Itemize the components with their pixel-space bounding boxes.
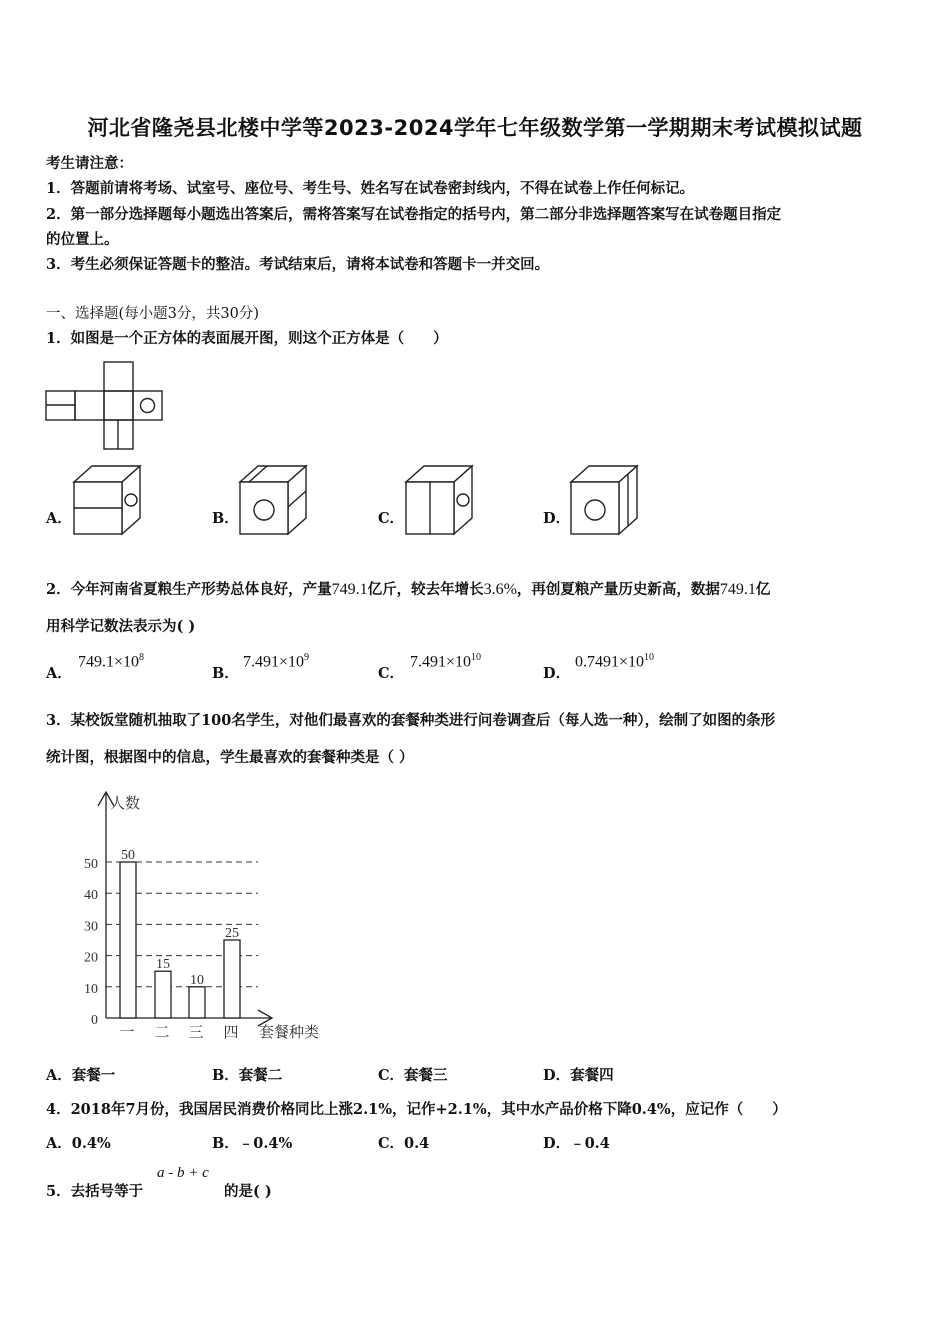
q1-option-b-label[interactable]: B． — [212, 510, 239, 527]
q3-line1: 3．某校饭堂随机抽取了100名学生，对他们最喜欢的套餐种类进行问卷调查后（每人选一种），绘制了如图的条形 — [46, 712, 776, 729]
bar-一 — [120, 862, 136, 1018]
bar-label-三: 10 — [190, 972, 204, 988]
q3-option-a[interactable]: A．套餐一 — [46, 1067, 116, 1084]
q2-line1: 2．今年河南省夏粮生产形势总体良好，产量749.1亿斤，较去年增长3.6%，再创夏粮产量历史新高，数据749.1亿 — [46, 581, 771, 598]
notice-heading: 考生请注意： — [46, 155, 133, 172]
q4-option-c[interactable]: C．0.4 — [378, 1135, 430, 1152]
y-tick-20: 20 — [84, 950, 98, 966]
q1-option-d-cube[interactable] — [569, 464, 641, 538]
q4-option-a[interactable]: A．0.4% — [46, 1135, 111, 1152]
q3-line2: 统计图，根据图中的信息，学生最喜欢的套餐种类是（ ） — [46, 749, 414, 766]
notice-item-1: 1．答题前请将考场、试室号、座位号、考生号、姓名写在试卷密封线内，不得在试卷上作任何标记。 — [46, 180, 695, 197]
q2-option-a-label[interactable]: A． — [46, 665, 72, 682]
y-axis-label: 人数 — [110, 796, 141, 812]
x-tick-二: 二 — [154, 1025, 170, 1041]
bar-chart — [76, 786, 336, 1048]
q4-stem: 4．2018年7月份，我国居民消费价格同比上涨2.1%，记作+2.1%，其中水产品价格下降0.4%，应记作（ ） — [46, 1101, 787, 1118]
q3-option-b[interactable]: B．套餐二 — [212, 1067, 283, 1084]
q5-expression: a - b + c — [157, 1165, 209, 1181]
q5-prefix: 5．去括号等于 — [46, 1183, 144, 1200]
q1-option-c-label[interactable]: C． — [378, 510, 405, 527]
notice-item-3: 3．考生必须保证答题卡的整洁。考试结束后，请将本试卷和答题卡一并交回。 — [46, 256, 550, 273]
q4-option-d[interactable]: D．﹣0.4 — [543, 1135, 610, 1152]
y-tick-40: 40 — [84, 888, 98, 904]
q3-option-d[interactable]: D．套餐四 — [543, 1067, 614, 1084]
bar-label-一: 50 — [121, 848, 135, 863]
x-tick-四: 四 — [223, 1025, 239, 1041]
q3-option-c[interactable]: C．套餐三 — [378, 1067, 448, 1084]
bar-三 — [189, 987, 205, 1018]
q2-option-d-value[interactable]: $0.7491\times 10^{10}$ — [575, 652, 655, 671]
q2-option-b-value[interactable]: $7.491\times 10^9$ — [243, 652, 310, 671]
q2-option-b-label[interactable]: B． — [212, 665, 239, 682]
x-tick-一: 一 — [119, 1025, 135, 1041]
q1-stem: 1．如图是一个正方体的表面展开图，则这个正方体是（ ） — [46, 330, 448, 347]
y-tick-30: 30 — [84, 919, 98, 935]
y-tick-50: 50 — [84, 857, 98, 872]
notice-item-2: 2．第一部分选择题每小题选出答案后，需将答案写在试卷指定的括号内，第二部分非选择题答案写在试卷题目指定 — [46, 206, 782, 223]
x-tick-三: 三 — [188, 1025, 204, 1041]
q1-option-d-label[interactable]: D． — [543, 510, 571, 527]
q1-option-c-cube[interactable] — [404, 464, 476, 538]
notice-item-2-cont: 的位置上。 — [46, 231, 119, 248]
q2-option-c-value[interactable]: $7.491\times 10^{10}$ — [410, 652, 482, 671]
q2-line2: 用科学记数法表示为( ) — [46, 618, 196, 635]
q1-option-b-cube[interactable] — [238, 464, 310, 538]
y-tick-0: 0 — [91, 1013, 98, 1028]
q2-option-c-label[interactable]: C． — [378, 665, 405, 682]
q5-suffix: 的是( ) — [224, 1183, 272, 1200]
page-title: 河北省隆尧县北楼中学等2023-2024学年七年级数学第一学期期末考试模拟试题 — [87, 116, 863, 140]
q4-option-b[interactable]: B．﹣0.4% — [212, 1135, 293, 1152]
q2-option-d-label[interactable]: D． — [543, 665, 571, 682]
q2-option-a-value[interactable]: $749.1\times 10^8$ — [78, 652, 145, 671]
bar-label-四: 25 — [225, 926, 239, 941]
cube-net-figure — [44, 362, 168, 452]
bar-四 — [224, 940, 240, 1018]
q1-option-a-cube[interactable] — [72, 464, 144, 538]
bar-label-二: 15 — [156, 957, 170, 973]
x-axis-label: 套餐种类 — [259, 1025, 320, 1041]
bar-二 — [155, 971, 171, 1018]
q1-option-a-label[interactable]: A． — [46, 510, 72, 527]
section-heading: 一、选择题(每小题3分，共30分) — [46, 306, 259, 322]
y-tick-10: 10 — [84, 981, 98, 997]
